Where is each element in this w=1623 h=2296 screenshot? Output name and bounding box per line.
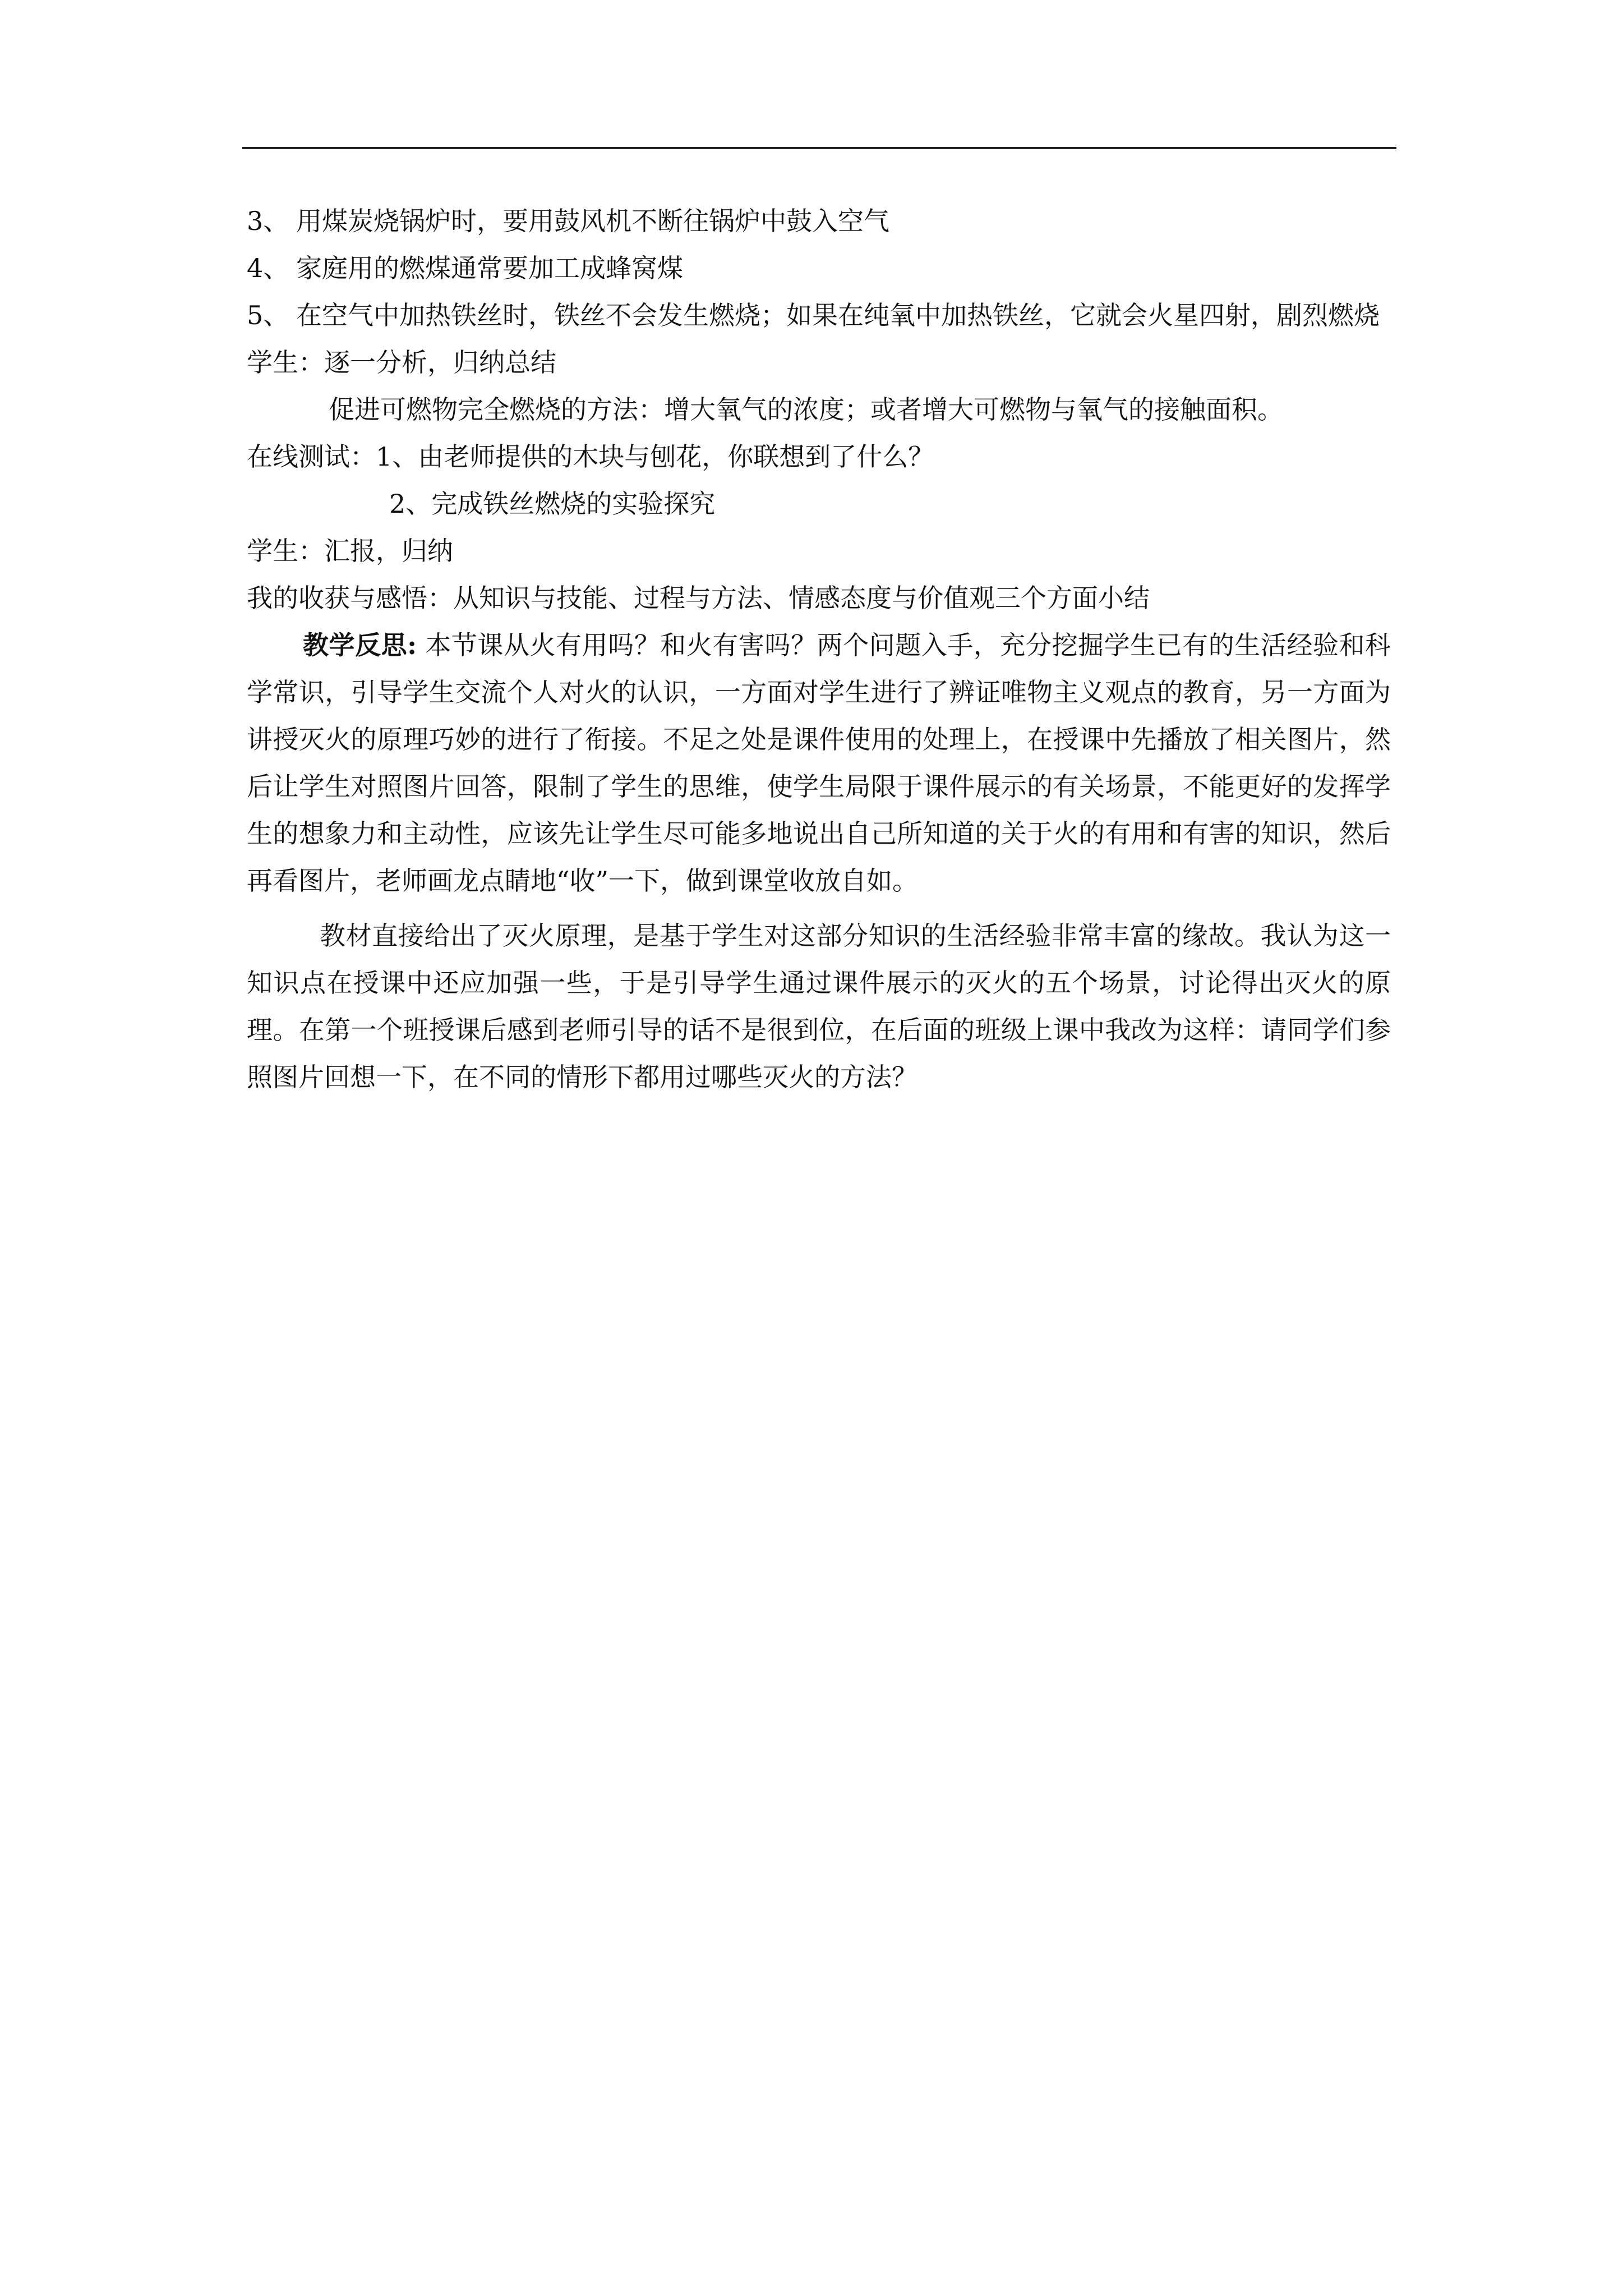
list-number: 5、 [247, 300, 289, 330]
harvest-line: 我的收获与感悟：从知识与技能、过程与方法、情感态度与价值观三个方面小结 [247, 583, 1150, 613]
student-analysis-line: 学生：逐一分析，归纳总结 [247, 347, 556, 378]
list-item-text: 用煤炭烧锅炉时，要用鼓风机不断往锅炉中鼓入空气 [296, 206, 889, 236]
document-body [247, 197, 1391, 1101]
textbook-paragraph: 教材直接给出了灭火原理，是基于学生对这部分知识的生活经验非常丰富的缘故。我认为这一知识点在授课中还应加强一些，于是引导学生通过课件展示的灭火的五个场景，讨论得出灭火的原理。在第一个班授课后感到老师引导的话不是很到位，在后面的班级上课中我改为这样：请同学们参照图片回想一下，在不同的情形下都用过哪些灭火的方法？ [247, 921, 1391, 1092]
student-report-line: 学生：汇报，归纳 [247, 536, 453, 566]
list-item-3 [247, 197, 1391, 245]
teaching-reflection-text: 本节课从火有用吗？和火有害吗？两个问题入手，充分挖掘学生已有的生活经验和科学常识，引导学生交流个人对火的认识，一方面对学生进行了辨证唯物主义观点的教育，另一方面为讲授灭火的原理巧妙的进行了衔接。不足之处是课件使用的处理上，在授课中先播放了相关图片，然后让学生对照图片回答，限制了学生的思维，使学生局限于课件展示的有关场景，不能更好的发挥学生的想象力和主动性，应该先让学生尽可能多地说出自己所知道的关于火的有用和有害的知识，然后再看图片，老师画龙点睛地“收”一下，做到课堂收放自如。 [247, 630, 1391, 896]
online-test-item-2: 2、完成铁丝燃烧的实验探究 [389, 489, 716, 519]
list-number: 3、 [247, 206, 289, 236]
header-rule [242, 147, 1396, 149]
conclusion-line: 促进可燃物完全燃烧的方法：增大氧气的浓度；或者增大可燃物与氧气的接触面积。 [329, 394, 1283, 425]
teaching-reflection-paragraph [247, 622, 1391, 904]
list-item-text: 在空气中加热铁丝时，铁丝不会发生燃烧；如果在纯氧中加热铁丝，它就会火星四射，剧烈燃烧 [296, 300, 1380, 330]
list-number: 4、 [247, 253, 289, 283]
list-item-text: 家庭用的燃煤通常要加工成蜂窝煤 [296, 253, 683, 283]
teaching-reflection-label: 教学反思: [303, 630, 417, 660]
online-test-line: 在线测试：1、由老师提供的木块与刨花，你联想到了什么？ [247, 441, 934, 472]
list-item-5 [247, 292, 1391, 339]
list-item-4 [247, 245, 1391, 292]
